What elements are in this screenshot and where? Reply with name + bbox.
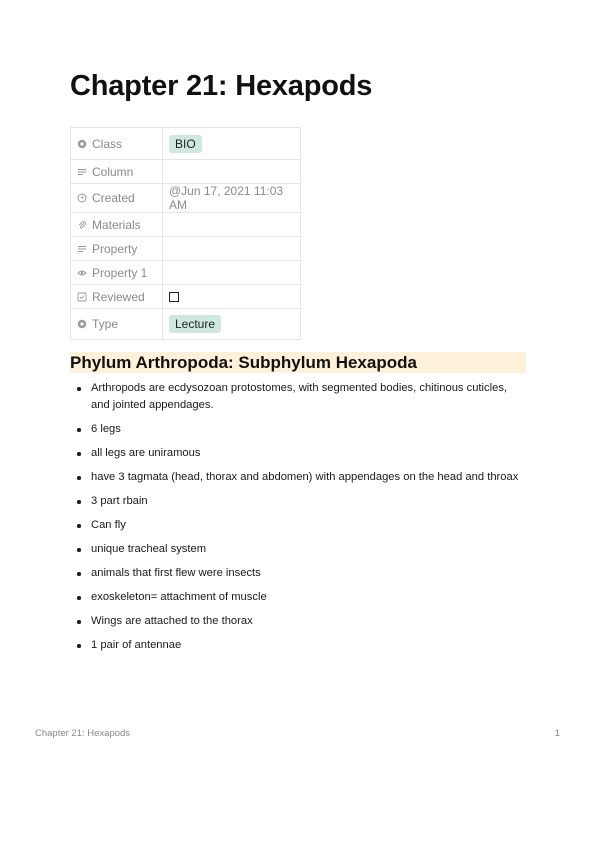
text-lines-icon bbox=[77, 167, 87, 177]
footer-title: Chapter 21: Hexapods bbox=[35, 728, 131, 739]
text-lines-icon bbox=[77, 244, 87, 254]
reviewed-checkbox[interactable] bbox=[169, 292, 179, 302]
bullet-text: unique tracheal system bbox=[91, 543, 207, 555]
page-number: 1 bbox=[554, 728, 560, 739]
property-label: Materials bbox=[92, 217, 141, 232]
created-value: @Jun 17, 2021 11:03 AM bbox=[163, 184, 301, 213]
property-label: Property bbox=[92, 241, 138, 256]
bullet-dot bbox=[77, 452, 81, 456]
bullet-dot bbox=[77, 548, 81, 552]
properties-table bbox=[70, 127, 301, 340]
property-row-class[interactable] bbox=[71, 128, 301, 160]
property-row-column[interactable] bbox=[71, 160, 301, 184]
bullet-dot bbox=[77, 620, 81, 624]
list-item bbox=[70, 421, 526, 438]
bullet-text: Wings are attached to the thorax bbox=[91, 615, 253, 627]
property-label: Created bbox=[92, 191, 135, 205]
list-item bbox=[70, 493, 526, 510]
paperclip-icon bbox=[77, 220, 87, 230]
list-item bbox=[70, 517, 526, 534]
property-row-created[interactable] bbox=[71, 184, 301, 213]
bullet-text: 1 pair of antennae bbox=[91, 639, 182, 651]
property-row-property[interactable] bbox=[71, 237, 301, 261]
bullet-dot bbox=[77, 644, 81, 648]
bullet-text: all legs are uniramous bbox=[91, 447, 201, 459]
property-row-type[interactable] bbox=[71, 309, 301, 340]
property-label: Class bbox=[92, 136, 123, 151]
list-item bbox=[70, 637, 526, 654]
property-value[interactable] bbox=[163, 237, 301, 261]
bullet-list bbox=[70, 380, 526, 661]
circle-dot-icon bbox=[77, 319, 87, 329]
bullet-dot bbox=[77, 596, 81, 600]
property-row-materials[interactable] bbox=[71, 213, 301, 237]
clock-icon bbox=[77, 193, 87, 203]
bullet-text: have 3 tagmata (head, thorax and abdomen) with appendages on the head and throax bbox=[91, 471, 519, 483]
bullet-dot bbox=[77, 572, 81, 576]
property-row-property-1[interactable] bbox=[71, 261, 301, 285]
bullet-dot bbox=[77, 524, 81, 528]
property-row-reviewed[interactable] bbox=[71, 285, 301, 309]
bullet-dot bbox=[77, 428, 81, 432]
property-value[interactable] bbox=[163, 213, 301, 237]
property-label: Reviewed bbox=[92, 289, 145, 304]
bullet-text: exoskeleton= attachment of muscle bbox=[91, 591, 267, 603]
list-item bbox=[70, 541, 526, 558]
type-tag[interactable]: Lecture bbox=[169, 315, 221, 333]
list-item bbox=[70, 469, 526, 486]
bullet-text: 3 part rbain bbox=[91, 495, 148, 507]
bullet-text: animals that first flew were insects bbox=[91, 567, 261, 579]
property-value[interactable] bbox=[163, 160, 301, 184]
eye-icon bbox=[77, 268, 87, 278]
bullet-dot bbox=[77, 500, 81, 504]
circle-dot-icon bbox=[77, 139, 87, 149]
list-item bbox=[70, 380, 526, 414]
page-title: Chapter 21: Hexapods bbox=[70, 70, 373, 102]
property-label: Property 1 bbox=[92, 265, 148, 280]
section-heading: Phylum Arthropoda: Subphylum Hexapoda bbox=[70, 352, 526, 373]
property-label: Type bbox=[92, 317, 119, 331]
bullet-text: 6 legs bbox=[91, 423, 121, 435]
bullet-text: Can fly bbox=[91, 519, 126, 531]
class-tag[interactable]: BIO bbox=[169, 135, 202, 153]
bullet-text: Arthropods are ecdysozoan protostomes, with segmented bodies, chitinous cuticles, and jointed appendages. bbox=[91, 382, 508, 411]
list-item bbox=[70, 445, 526, 462]
checkbox-icon bbox=[77, 292, 87, 302]
list-item bbox=[70, 613, 526, 630]
property-label: Column bbox=[92, 164, 134, 179]
bullet-dot bbox=[77, 387, 81, 391]
bullet-dot bbox=[77, 476, 81, 480]
list-item bbox=[70, 565, 526, 582]
list-item bbox=[70, 589, 526, 606]
property-value[interactable] bbox=[163, 261, 301, 285]
